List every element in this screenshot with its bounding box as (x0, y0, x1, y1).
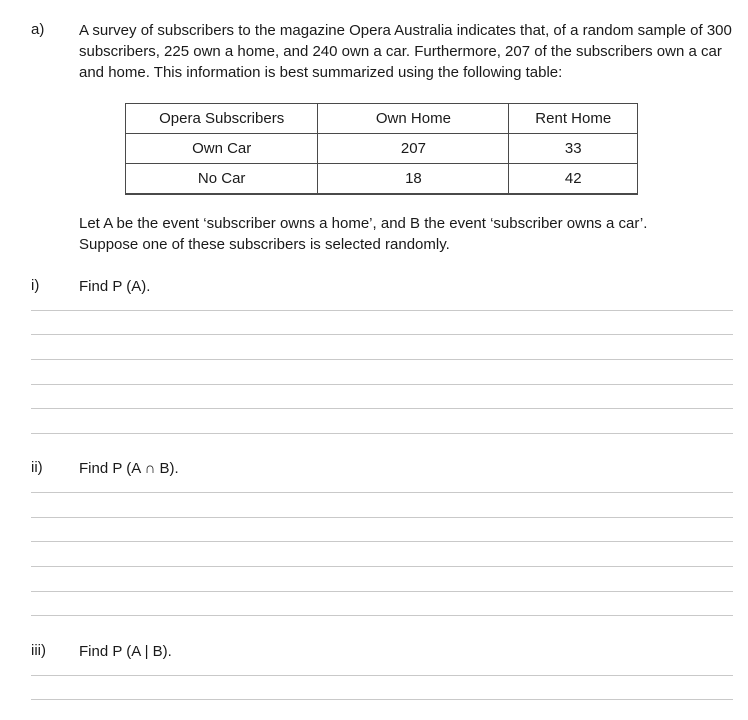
table-header-cell: Rent Home (509, 104, 638, 134)
question-iii-text: Find P (A | B). (79, 643, 172, 660)
table-cell: Own Car (126, 134, 318, 164)
events-definition (79, 213, 739, 255)
question-ii-label: ii) (31, 459, 43, 476)
events-line-2: Suppose one of these subscribers is selected randomly. (79, 236, 450, 253)
table-cell: 207 (318, 134, 509, 164)
answer-line[interactable] (31, 675, 733, 676)
answer-line[interactable] (31, 591, 733, 592)
table-cell: 33 (509, 134, 638, 164)
answer-line[interactable] (31, 541, 733, 542)
table-header-row (126, 104, 638, 134)
events-line-1: Let A be the event ‘subscriber owns a home’, and B the event ‘subscriber owns a car’. (79, 215, 648, 232)
table-header-cell: Opera Subscribers (126, 104, 318, 134)
answer-line[interactable] (31, 517, 733, 518)
subscriber-table (125, 103, 638, 195)
answer-line[interactable] (31, 384, 733, 385)
answer-line[interactable] (31, 433, 733, 434)
answer-line[interactable] (31, 310, 733, 311)
answer-line[interactable] (31, 699, 733, 700)
answer-line[interactable] (31, 615, 733, 616)
table-row (126, 164, 638, 195)
table-cell: No Car (126, 164, 318, 195)
answer-line[interactable] (31, 359, 733, 360)
intro-text: A survey of subscribers to the magazine Opera Australia indicates that, of a random sample of 300 subscribers, 225 own a home, and 240 own a car. Furthermore, 207 of the subscribers own a car and home. This information is best summarized using the following table: (79, 22, 732, 81)
problem-intro (79, 20, 739, 83)
question-i-label: i) (31, 277, 40, 294)
answer-line[interactable] (31, 408, 733, 409)
table-header-cell: Own Home (318, 104, 509, 134)
table-cell: 42 (509, 164, 638, 195)
part-a-label: a) (31, 21, 45, 38)
question-i-text: Find P (A). (79, 278, 151, 295)
answer-line[interactable] (31, 334, 733, 335)
table-cell: 18 (318, 164, 509, 195)
table-row (126, 134, 638, 164)
answer-line[interactable] (31, 566, 733, 567)
question-iii-label: iii) (31, 642, 46, 659)
answer-line[interactable] (31, 492, 733, 493)
question-ii-text: Find P (A ∩ B). (79, 460, 179, 477)
